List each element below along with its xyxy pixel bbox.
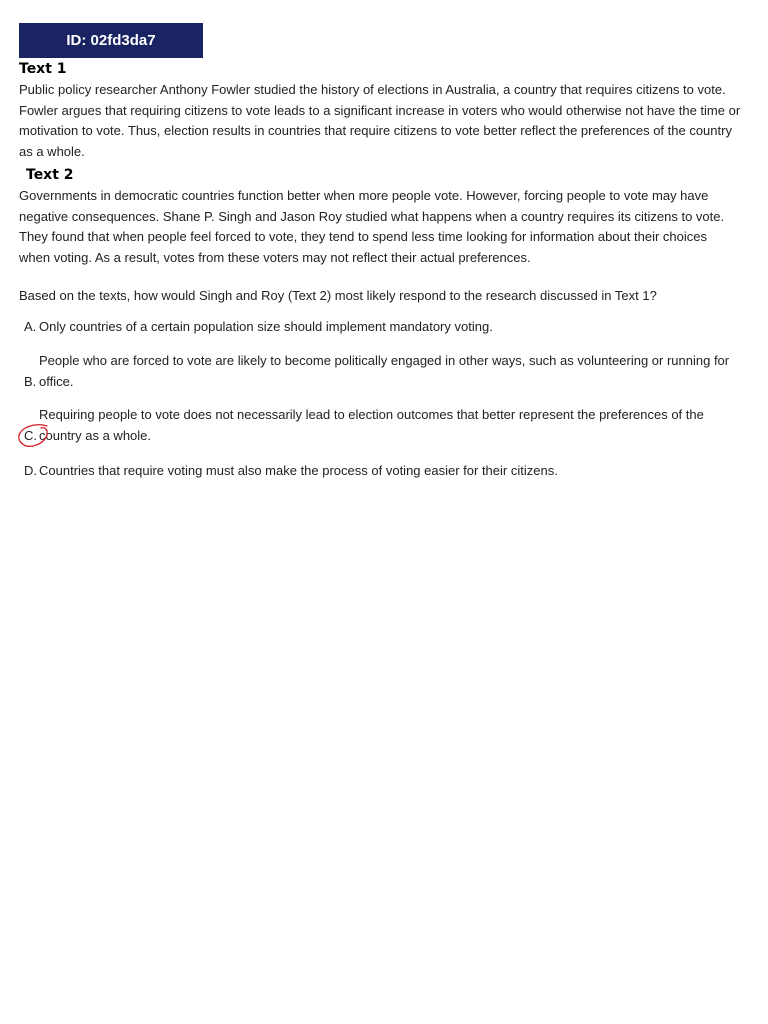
answer-option-b[interactable]	[24, 350, 744, 392]
option-text: Only countries of a certain population size should implement mandatory voting.	[39, 319, 493, 334]
text2-body: Governments in democratic countries function better when more people vote. However, forcing people to vote may have negative consequences. Shane P. Singh and Jason Roy studied what happens when a country requires its citizens to vote. They found that when people feel forced to vote, they tend to spend less time looking for information about their choices when voting. As a result, votes from these voters may not reflect their actual preferences.	[19, 188, 725, 265]
option-text: Requiring people to vote does not necessarily lead to election outcomes that better represent the preferences of the country as a whole.	[39, 407, 704, 443]
question-id-badge: ID: 02fd3da7	[19, 23, 203, 58]
text1-body: Public policy researcher Anthony Fowler studied the history of elections in Australia, a country that requires citizens to vote. Fowler argues that requiring citizens to vote leads to a significant increase in voters who would otherwise not have the time or motivation to vote. Thus, election results in countries that require citizens to vote better reflect the preferences of the country as a whole.	[19, 82, 741, 159]
option-letter: D.	[24, 463, 37, 478]
answer-option-c[interactable]	[24, 404, 744, 446]
option-text: Countries that require voting must also make the process of voting easier for their citizens.	[39, 463, 558, 478]
option-text: People who are forced to vote are likely to become politically engaged in other ways, such as volunteering or running for office.	[39, 353, 730, 389]
option-letter: B.	[24, 374, 37, 389]
question-stem: Based on the texts, how would Singh and Roy (Text 2) most likely respond to the research discussed in Text 1?	[19, 288, 657, 303]
answer-option-a[interactable]	[24, 316, 744, 337]
answer-option-d[interactable]	[24, 460, 744, 481]
text2-heading: Text 2	[26, 167, 74, 183]
option-letter: A.	[24, 319, 37, 334]
option-letter: C.	[24, 428, 37, 443]
text1-heading: Text 1	[19, 61, 67, 77]
